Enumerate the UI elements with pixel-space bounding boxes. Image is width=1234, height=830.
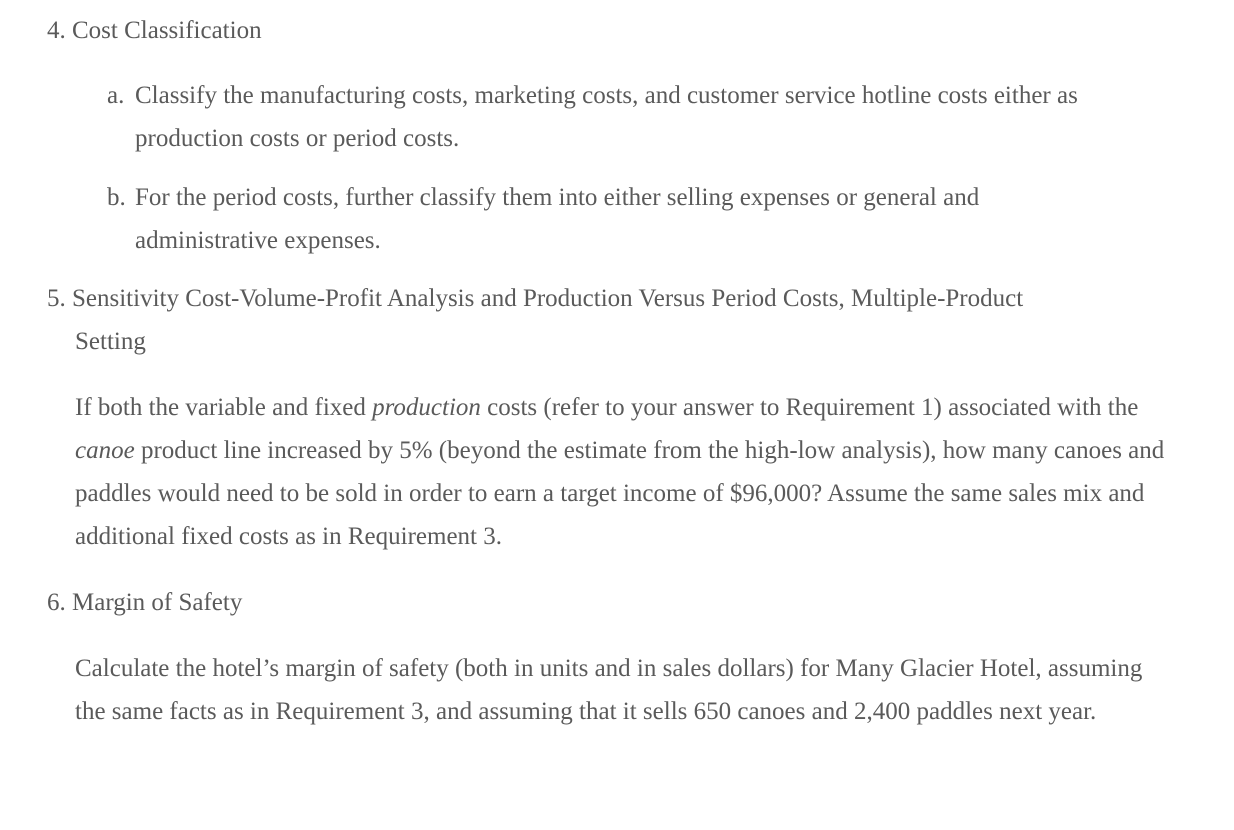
item-4a-letter: a. xyxy=(107,82,125,109)
item-5-title-line2: Setting xyxy=(75,328,146,355)
item-6-paragraph: Calculate the hotel’s margin of safety (both in units and in sales dollars) for Many Glacier Hotel, assuming the same facts as in Requirement 3, and assuming that it sells 650 canoes and 2,400 paddles next year. xyxy=(75,655,1143,725)
item-4a xyxy=(107,74,1187,160)
item-6-number: 6. xyxy=(47,589,66,616)
item-4-number: 4. xyxy=(47,17,66,44)
item-5-title-line1: Sensitivity Cost-Volume-Profit Analysis and Production Versus Period Costs, Multiple-Product xyxy=(72,285,1024,312)
item-5-text-part2: costs (refer to your answer to Requirement 1) associated with the xyxy=(480,394,1139,421)
item-5-emphasis-canoe: canoe xyxy=(75,437,135,464)
item-4b-letter: b. xyxy=(107,184,126,211)
item-5-text-part1: If both the variable and fixed xyxy=(75,394,373,421)
item-4b-text: For the period costs, further classify them into either selling expenses or general and administrative expenses. xyxy=(135,184,980,254)
item-4a-text: Classify the manufacturing costs, marketing costs, and customer service hotline costs either as production costs or period costs. xyxy=(135,82,1078,152)
item-5-heading xyxy=(47,277,1023,320)
item-4-title: Cost Classification xyxy=(72,17,262,44)
item-5-number: 5. xyxy=(47,285,66,312)
item-4b xyxy=(107,176,1187,262)
item-6-title: Margin of Safety xyxy=(72,589,243,616)
item-5-paragraph xyxy=(75,386,1195,558)
item-5-text-part3: product line increased by 5% (beyond the estimate from the high-low analysis), how many canoes and paddles would need to be sold in order to earn a target income of $96,000? Assume the same sales mix and additional fixed costs as in Requirement 3. xyxy=(75,437,1165,550)
item-6-heading xyxy=(47,581,242,624)
item-5-emphasis-production: production xyxy=(372,394,481,421)
item-4-heading xyxy=(47,9,262,52)
